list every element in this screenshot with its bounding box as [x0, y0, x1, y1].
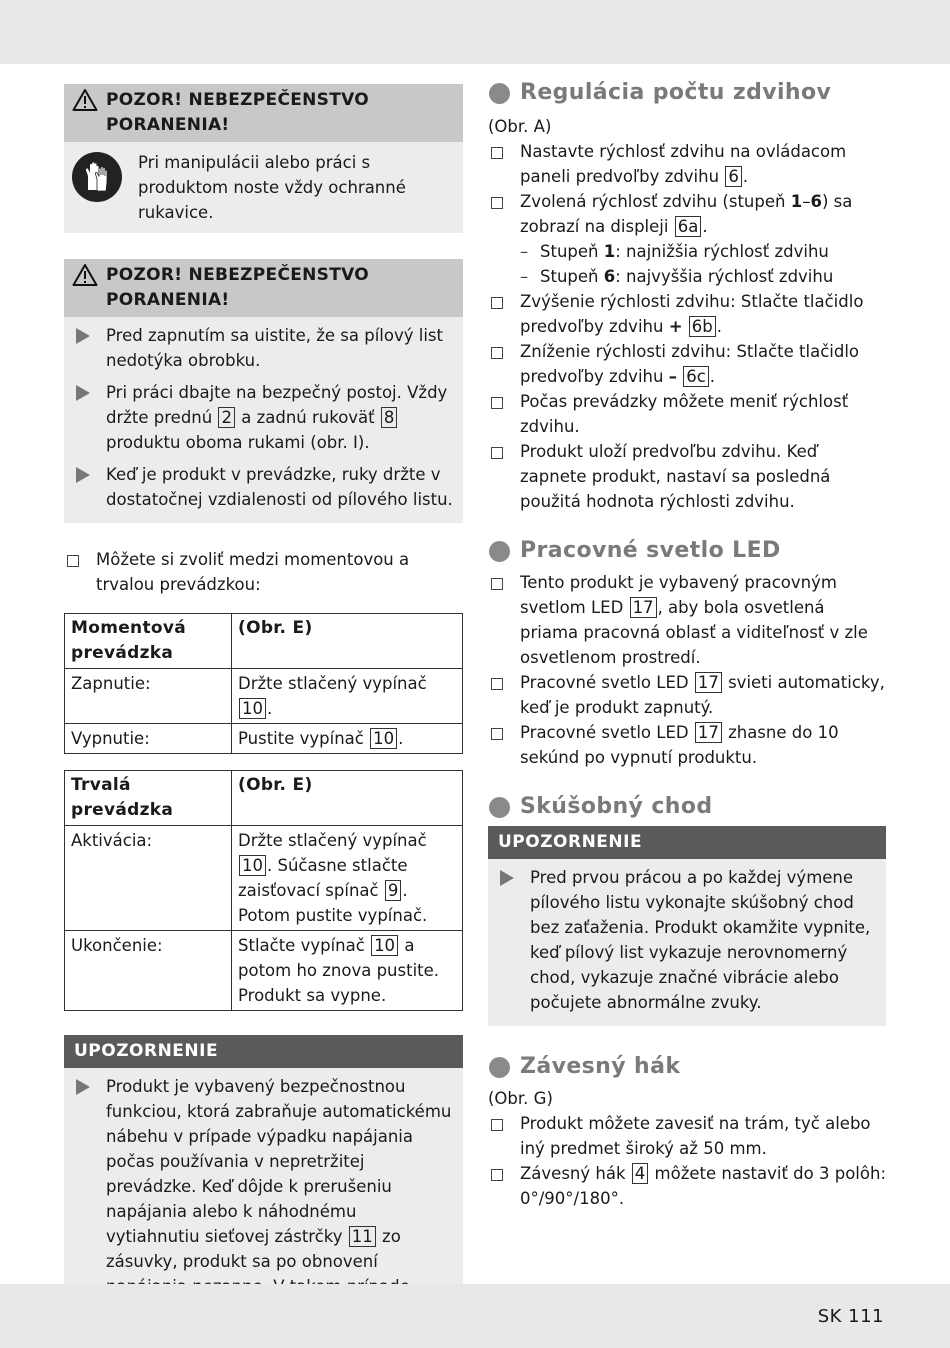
warning-title-line2: PORANENIA!	[106, 290, 230, 310]
list-item-text: Zníženie rýchlosti zdvihu: Stlačte tlačidlo predvoľby zdvihu	[520, 342, 859, 386]
intro-list	[64, 547, 463, 597]
list-item-text: Pred zapnutím sa uistite, že sa pílový list nedotýka obrobku.	[106, 326, 443, 370]
cell-text: Pustite vypínač	[238, 729, 364, 748]
part-ref: 10	[371, 935, 398, 956]
list-item-text: Zvolená rýchlosť zdvihu (stupeň	[520, 192, 786, 211]
list-item	[488, 139, 886, 189]
momentary-table	[64, 613, 463, 754]
list-item-text: .	[702, 217, 708, 236]
list-item	[488, 1111, 886, 1161]
list-item-text: Pracovné svetlo LED	[520, 673, 689, 692]
cell-text: .	[398, 729, 404, 748]
table-row	[65, 669, 463, 724]
part-ref: 10	[239, 698, 266, 719]
part-ref: 10	[370, 728, 397, 749]
list-item-text: : najnižšia rýchlosť zdvihu	[615, 242, 829, 261]
warning-heading	[64, 84, 463, 142]
list-item-text: Pracovné svetlo LED	[520, 723, 689, 742]
footer-band	[0, 1284, 950, 1348]
led-list	[488, 570, 886, 770]
table-header: Momentová prevádzka	[65, 614, 232, 669]
list-item-text: Pred prvou prácou a po každej výmene pílového listu vykonajte skúšobný chod bez zaťaženia. Produkt okamžite vypnite, keď pílový list vykazuje nerovnomerný chod, vykazuje značné vibrácie alebo počujete abnormálne zvuky.	[530, 868, 871, 1012]
figure-ref: (Obr. G)	[488, 1089, 553, 1108]
list-item-text: Produkt uloží predvoľbu zdvihu. Keď zapnete produkt, nastaví sa posledná použitá hodnota rýchlosti zdvihu.	[520, 442, 831, 511]
note-list	[488, 859, 886, 1026]
header-band	[0, 0, 950, 64]
table-cell: Vypnutie:	[65, 724, 232, 754]
level-list	[488, 239, 886, 289]
note-heading: UPOZORNENIE	[64, 1035, 463, 1068]
warning-box-injury	[64, 259, 463, 523]
table-cell	[232, 826, 463, 931]
section-title-hook: Závesný hák	[488, 1052, 886, 1082]
stroke-rate-list	[488, 139, 886, 239]
cell-text: . Súčasne stlačte zaisťovací spínač	[238, 856, 408, 900]
list-item	[488, 289, 886, 339]
warning-list	[64, 317, 463, 523]
gloves-text: Pri manipulácii alebo práci s produktom noste vždy ochranné rukavice.	[138, 153, 406, 222]
part-ref: 6	[725, 166, 742, 187]
list-item-text: Tento produkt je vybavený pracovným svetlom LED	[520, 573, 837, 617]
level-number: 6	[603, 267, 616, 286]
part-ref: 6a	[675, 216, 702, 237]
intro-text: Môžete si zvoliť medzi momentovou a trvalou prevádzkou:	[96, 550, 410, 594]
warning-triangle-icon	[72, 88, 98, 112]
list-item	[64, 547, 463, 597]
table-row	[65, 724, 463, 754]
list-item	[488, 1161, 886, 1211]
cell-text: . Potom pustite vypínač.	[238, 881, 428, 925]
list-item-text: Produkt je vybavený bezpečnostnou funkciou, ktorá zabraňuje automatickému nábehu v prípade výpadku napájania počas používania v nepretržitej prevádzke. Keď dôjde k prerušeniu napájania alebo k náhodnému vytiahnutiu sieťovej zástrčky	[106, 1077, 452, 1246]
cell-text: Držte stlačený vypínač	[238, 831, 427, 850]
table-cell	[232, 724, 463, 754]
warning-heading	[64, 259, 463, 317]
list-item-text: svieti automaticky, keď je produkt zapnutý.	[520, 673, 885, 717]
list-item	[488, 670, 886, 720]
gloves-row	[64, 142, 463, 233]
list-item	[488, 570, 886, 670]
warning-box-gloves	[64, 84, 463, 233]
warning-title-line1: POZOR! NEBEZPEČENSTVO	[106, 265, 370, 285]
stroke-rate-list-2	[488, 289, 886, 514]
table-cell	[232, 931, 463, 1011]
table-cell: Aktivácia:	[65, 826, 232, 931]
part-ref: 8	[381, 407, 398, 428]
list-item-text: zhasne do 10 sekúnd po vypnutí produktu.	[520, 723, 839, 767]
level-number: 1	[603, 242, 616, 261]
right-column	[488, 78, 886, 1211]
page-number: SK 111	[817, 1306, 884, 1327]
list-item	[488, 439, 886, 514]
cell-text: a potom ho znova pustite. Produkt sa vypne.	[238, 936, 440, 1005]
table-row	[65, 931, 463, 1011]
list-item-text: Zvýšenie rýchlosti zdvihu: Stlačte tlačidlo predvoľby zdvihu	[520, 292, 864, 336]
list-item	[488, 339, 886, 389]
list-item	[498, 865, 878, 1015]
section-title-test-run: Skúšobný chod	[488, 792, 886, 822]
part-ref: 17	[630, 597, 657, 618]
list-item-text: Stupeň	[540, 267, 599, 286]
list-item-text: Produkt môžete zavesiť na trám, tyč alebo iný predmet široký až 50 mm.	[520, 1114, 871, 1158]
table-cell	[232, 669, 463, 724]
table-header: Trvalá prevádzka	[65, 771, 232, 826]
plus-icon: +	[668, 317, 683, 336]
hook-list	[488, 1111, 886, 1211]
list-item-text: zo zásuvky, produkt sa po obnovení	[106, 1227, 401, 1271]
section-title-led: Pracovné svetlo LED	[488, 536, 886, 566]
list-item	[74, 462, 455, 512]
left-column	[64, 84, 463, 1348]
cell-text: Stlačte vypínač	[238, 936, 365, 955]
list-item-text: produktu oboma rukami (obr. I).	[106, 433, 370, 452]
list-item	[488, 389, 886, 439]
part-ref: 17	[695, 672, 722, 693]
list-item	[74, 380, 455, 455]
continuous-table	[64, 770, 463, 1011]
figure-ref: (Obr. A)	[488, 117, 552, 136]
list-item-text: Stupeň	[540, 242, 599, 261]
warning-triangle-icon	[72, 263, 98, 287]
minus-icon: –	[668, 367, 677, 386]
list-item-text: , aby bola osvetlená priama pracovná oblasť a viditeľnosť v zle osvetlenom prostredí.	[520, 598, 868, 667]
level-number: 6	[810, 192, 822, 211]
list-item-text: Závesný hák	[520, 1164, 626, 1183]
part-ref: 2	[218, 407, 235, 428]
list-item	[520, 239, 886, 264]
section-title-stroke-rate: Regulácia počtu zdvihov	[488, 78, 886, 108]
cell-text: .	[267, 699, 273, 718]
part-ref: 4	[632, 1163, 649, 1184]
warning-title-line2: PORANENIA!	[106, 115, 230, 135]
list-item-text: Keď je produkt v prevádzke, ruky držte v dostatočnej vzdialenosti od pílového listu.	[106, 465, 453, 509]
list-item-text: Pri práci dbajte na bezpečný postoj. Vždy držte prednú	[106, 383, 448, 427]
list-item-text: .	[716, 317, 723, 336]
table-header: (Obr. E)	[232, 614, 463, 669]
list-item-text: .	[709, 367, 716, 386]
table-row	[65, 826, 463, 931]
list-item-text: Nastavte rýchlosť zdvihu na ovládacom paneli predvoľby zdvihu	[520, 142, 847, 186]
list-item	[74, 323, 455, 373]
warning-title-line1: POZOR! NEBEZPEČENSTVO	[106, 90, 370, 110]
list-item-text: Počas prevádzky môžete meniť rýchlosť zdvihu.	[520, 392, 849, 436]
part-ref: 9	[385, 880, 402, 901]
note-box	[488, 826, 886, 1026]
list-item-text: ) sa zobrazí na displeji	[520, 192, 853, 236]
level-number: 1	[790, 192, 803, 211]
table-cell: Ukončenie:	[65, 931, 232, 1011]
cell-text: Držte stlačený vypínač	[238, 674, 427, 693]
list-item-text: môžete nastaviť do 3 polôh: 0°/90°/180°.	[520, 1164, 887, 1208]
list-item-text: : najvyššia rýchlosť zdvihu	[615, 267, 834, 286]
gloves-icon	[72, 152, 122, 202]
note-heading: UPOZORNENIE	[488, 826, 886, 859]
table-header: (Obr. E)	[232, 771, 463, 826]
part-ref: 17	[695, 722, 722, 743]
list-item-text: a zadnú rukoväť	[241, 408, 375, 427]
list-item	[488, 720, 886, 770]
part-ref: 6c	[683, 366, 709, 387]
list-item-text: –	[802, 192, 811, 211]
part-ref: 11	[349, 1226, 376, 1247]
part-ref: 6b	[689, 316, 716, 337]
list-item-text: .	[742, 167, 749, 186]
list-item	[520, 264, 886, 289]
part-ref: 10	[239, 855, 266, 876]
list-item	[488, 189, 886, 239]
table-cell: Zapnutie:	[65, 669, 232, 724]
